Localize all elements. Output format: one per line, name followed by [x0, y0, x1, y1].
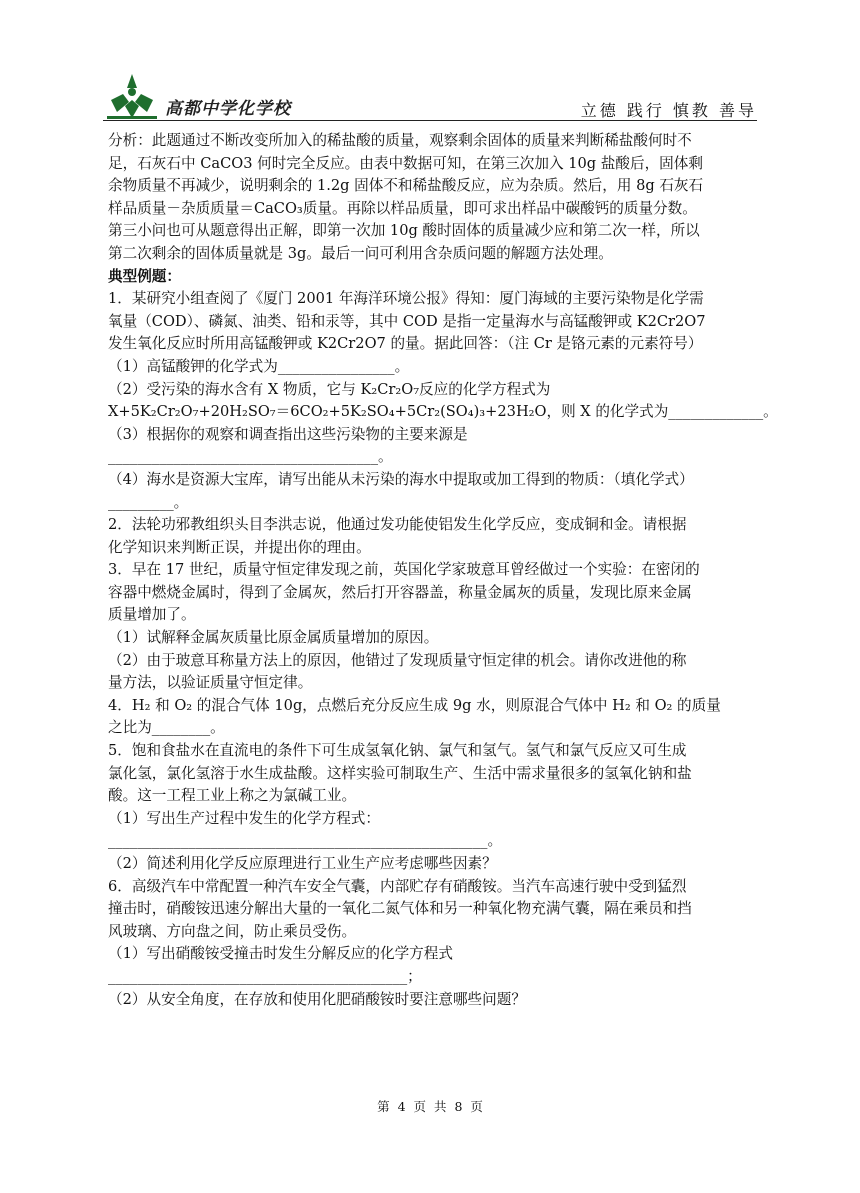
question-1-sub-1: （1）高锰酸钾的化学式为________________。 [108, 357, 410, 375]
school-motto: 立德 践行 慎教 善导 [580, 101, 757, 120]
question-6-sub-1: （1）写出硝酸铵受撞击时发生分解反应的化学方程式 [108, 945, 453, 963]
question-3-sub-2: 量方法，以验证质量守恒定律。 [108, 674, 313, 692]
analysis-line: 足，石灰石中 CaCO3 何时完全反应。由表中数据可知，在第三次加入 10g 盐酸后，固体剩 [108, 154, 703, 172]
document-body [108, 130, 778, 1011]
question-5-sub-1: （1）写出生产过程中发生的化学方程式： [108, 809, 380, 827]
section-heading: 典型例题： [108, 267, 181, 285]
answer-blank: _________。 [108, 493, 189, 511]
question-3-line: 质量增加了。 [108, 606, 196, 624]
question-5-line: 氯化氢，氯化氢溶于水生成盐酸。这样实验可制取生产、生活中需求量很多的氢氧化钠和盐 [108, 764, 692, 782]
answer-blank: ____________________________________________________。 [108, 832, 503, 850]
analysis-line: 余物质量不再减少，说明剩余的 1.2g 固体不和稀盐酸反应，应为杂质。然后，用 8g 石灰石 [108, 177, 704, 195]
answer-blank: _________________________________________； [108, 967, 422, 985]
header-rule [103, 120, 757, 121]
question-3-line: 3．早在 17 世纪，质量守恒定律发现之前，英国化学家玻意耳曾经做过一个实验：在密闭的 [108, 561, 700, 579]
answer-blank: _____________________________________。 [108, 448, 393, 466]
question-2-line: 2．法轮功邪教组织头目李洪志说，他通过发功能使铝发生化学反应，变成铜和金。请根据 [108, 516, 687, 534]
question-1-line: 1．某研究小组查阅了《厦门 2001 年海洋环境公报》得知：厦门海域的主要污染物是化学需 [108, 290, 704, 308]
question-1-sub-4: （4）海水是资源大宝库，请写出能从未污染的海水中提取或加工得到的物质：（填化学式） [108, 470, 694, 488]
page-number: 第 4 页 共 8 页 [377, 1099, 483, 1114]
analysis-line: 样品质量－杂质质量＝CaCO₃质量。再除以样品质量，即可求出样品中碳酸钙的质量分数。 [108, 199, 697, 217]
question-1-sub-3: （3）根据你的观察和调查指出这些污染物的主要来源是 [108, 425, 468, 443]
question-6-line: 6．高级汽车中常配置一种汽车安全气囊，内部贮存有硝酸铵。当汽车高速行驶中受到猛烈 [108, 877, 687, 895]
analysis-line: 第三小问也可从题意得出正解，即第一次加 10g 酸时固体的质量减少应和第二次一样，所以 [108, 222, 700, 240]
question-5-line: 酸。这一工程工业上称之为氯碱工业。 [108, 787, 357, 805]
question-4-line: 4．H₂ 和 O₂ 的混合气体 10g，点燃后充分反应生成 9g 水，则原混合气体中 H₂ 和 O₂ 的质量 [108, 696, 721, 714]
question-1-line: 氧量（COD）、磷氮、油类、铅和汞等，其中 COD 是指一定量海水与高锰酸钾或 K2Cr2O7 [108, 312, 706, 330]
question-6-line: 风玻璃、方向盘之间，防止乘员受伤。 [108, 922, 357, 940]
question-5-line: 5．饱和食盐水在直流电的条件下可生成氢氧化钠、氯气和氢气。氢气和氯气反应又可生成 [108, 742, 687, 760]
question-2-line: 化学知识来判断正误，并提出你的理由。 [108, 538, 371, 556]
question-6-sub-2: （2）从安全角度，在存放和使用化肥硝酸铵时要注意哪些问题？ [108, 990, 526, 1008]
question-1-sub-2: （2）受污染的海水含有 X 物质，它与 K₂Cr₂O₇反应的化学方程式为 [108, 380, 551, 398]
school-name: 高都中学化学校 [165, 99, 291, 119]
analysis-line: 第二次剩余的固体质量就是 3g。最后一问可利用含杂质问题的解题方法处理。 [108, 244, 613, 262]
school-logo [103, 72, 161, 122]
question-3-line: 容器中燃烧金属时，得到了金属灰，然后打开容器盖，称量金属灰的质量，发现比原来金属 [108, 583, 692, 601]
question-1-equation: X+5K₂Cr₂O₇+20H₂SO₇＝6CO₂+5K₂SO₄+5Cr₂(SO₄)₃+23H₂O，则 X 的化学式为_____________。 [108, 403, 778, 421]
analysis-line: 分析：此题通过不断改变所加入的稀盐酸的质量，观察剩余固体的质量来判断稀盐酸何时不 [108, 132, 692, 149]
question-6-line: 撞击时，硝酸铵迅速分解出大量的一氧化二氮气体和另一种氧化物充满气囊，隔在乘员和挡 [108, 900, 692, 918]
question-3-sub-1: （1）试解释金属灰质量比原金属质量增加的原因。 [108, 629, 439, 647]
page-header [103, 68, 757, 124]
question-4-line: 之比为________。 [108, 719, 225, 737]
question-3-sub-2: （2）由于玻意耳称量方法上的原因，他错过了发现质量守恒定律的机会。请你改进他的称 [108, 651, 687, 669]
question-5-sub-2: （2）简述利用化学反应原理进行工业生产应考虑哪些因素？ [108, 855, 497, 872]
question-1-line: 发生氧化反应时所用高锰酸钾或 K2Cr2O7 的量。据此回答：（注 Cr 是铬元素的元素符号） [108, 335, 703, 353]
